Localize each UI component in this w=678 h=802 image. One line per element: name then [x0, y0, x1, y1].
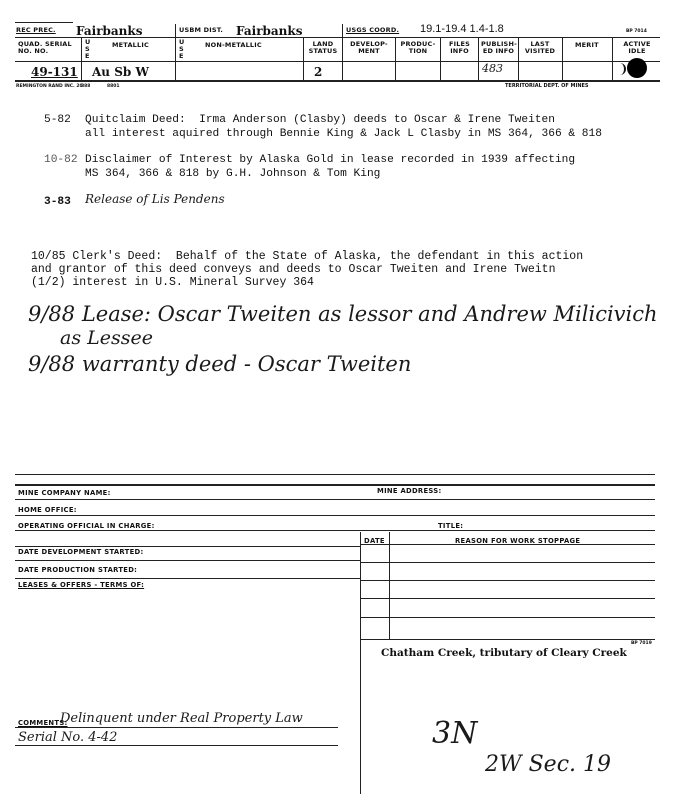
- department-note: TERRITORIAL DEPT. OF MINES: [505, 83, 589, 89]
- metallic-value: Au Sb W: [92, 65, 149, 79]
- printer-code-1: 888: [81, 84, 91, 89]
- production-label: PRODUC- TION: [400, 40, 436, 55]
- quad-serial-value: 49-131: [31, 65, 78, 79]
- active-idle-label: ACTIVE IDLE: [623, 40, 651, 55]
- active-status-dot: [627, 58, 647, 78]
- idle-status-arc: [614, 63, 626, 75]
- entry-1-date: 5-82: [44, 114, 71, 126]
- published-info-value: 483: [482, 62, 503, 75]
- files-info-label: FILES INFO: [448, 40, 471, 55]
- production-started-label: DATE PRODUCTION STARTED:: [18, 566, 138, 574]
- metallic-label: METALLIC: [112, 41, 149, 49]
- nonmetallic-label: NON-METALLIC: [205, 41, 262, 49]
- handwritten-warranty-deed: 9/88 warranty deed - Oscar Tweiten: [28, 352, 412, 376]
- mine-address-label: MINE ADDRESS:: [377, 487, 442, 495]
- title-label: TITLE:: [438, 522, 464, 530]
- mine-company-label: MINE COMPANY NAME:: [18, 489, 111, 497]
- usbm-dist-label: USBM DIST.: [179, 26, 224, 34]
- merit-label: MERIT: [575, 41, 599, 49]
- entry-4-line-2: and grantor of this deed conveys and deeds to Oscar Tweiten and Irene Tweitn: [31, 263, 556, 276]
- last-visited-label: LAST VISITED: [524, 40, 556, 55]
- rec-prec-label: REC PREC.: [16, 26, 56, 34]
- printer-code-2: 8801: [107, 84, 120, 89]
- entry-2-line-2: MS 364, 366 & 818 by G.H. Johnson & Tom King: [85, 168, 381, 180]
- usgs-coord-value: 19.1-19.4 1.4-1.8: [420, 23, 504, 35]
- handwritten-lease-line-2: as Lessee: [60, 327, 153, 349]
- printer-note: REMINGTON RAND INC. 20: [16, 84, 83, 89]
- entry-2-date: 10-82: [44, 154, 78, 166]
- usbm-dist-value: Fairbanks: [236, 24, 303, 38]
- entry-1-line-2: all interest aquired through Bennie King & Jack L Clasby in MS 364, 366 & 818: [85, 128, 602, 140]
- lower-form-code: BP 7019: [631, 641, 652, 646]
- usgs-coord-label: USGS COORD.: [346, 26, 400, 34]
- leases-offers-label: LEASES & OFFERS - TERMS OF:: [18, 581, 145, 589]
- comments-label: COMMENTS:: [18, 719, 68, 727]
- operating-official-label: OPERATING OFFICIAL IN CHARGE:: [18, 522, 155, 530]
- rec-prec-value: Fairbanks: [76, 24, 143, 38]
- u-letters-nonmetallic: U S E: [179, 38, 185, 60]
- comments-line-2: Serial No. 4-42: [18, 730, 118, 745]
- entry-1-line-1: Quitclaim Deed: Irma Anderson (Clasby) deeds to Oscar & Irene Tweiten: [85, 114, 555, 126]
- land-status-value: 2: [314, 65, 323, 79]
- entry-4-line-3: (1/2) interest in U.S. Mineral Survey 364: [31, 276, 314, 289]
- range-section-note: 2W Sec. 19: [485, 752, 611, 777]
- land-status-label: LAND STATUS: [308, 40, 338, 55]
- entry-3-handwritten: Release of Lis Pendens: [85, 192, 225, 206]
- published-info-label: PUBLISH- ED INFO: [481, 40, 517, 55]
- u-letters-metallic: U S E: [85, 38, 91, 60]
- home-office-label: HOME OFFICE:: [18, 506, 77, 514]
- development-started-label: DATE DEVELOPMENT STARTED:: [18, 548, 144, 556]
- township-note: 3N: [432, 716, 478, 751]
- location-text: Chatham Creek, tributary of Cleary Creek: [381, 647, 627, 659]
- header-form-code: BP 7014: [626, 29, 647, 34]
- entry-2-line-1: Disclaimer of Interest by Alaska Gold in lease recorded in 1939 affecting: [85, 154, 576, 166]
- comments-line-1: Delinquent under Real Property Law: [60, 711, 303, 726]
- date-column-label: DATE: [364, 537, 385, 545]
- quad-serial-label: QUAD. SERIAL NO. NO.: [18, 40, 72, 55]
- reason-column-label: REASON FOR WORK STOPPAGE: [455, 537, 581, 545]
- handwritten-lease-line-1: 9/88 Lease: Oscar Tweiten as lessor and Andrew Milicivich: [28, 302, 658, 326]
- entry-4-line-1: 10/85 Clerk's Deed: Behalf of the State of Alaska, the defendant in this action: [31, 250, 584, 263]
- entry-3-date: 3-83: [44, 196, 71, 208]
- development-label: DEVELOP- MENT: [350, 40, 388, 55]
